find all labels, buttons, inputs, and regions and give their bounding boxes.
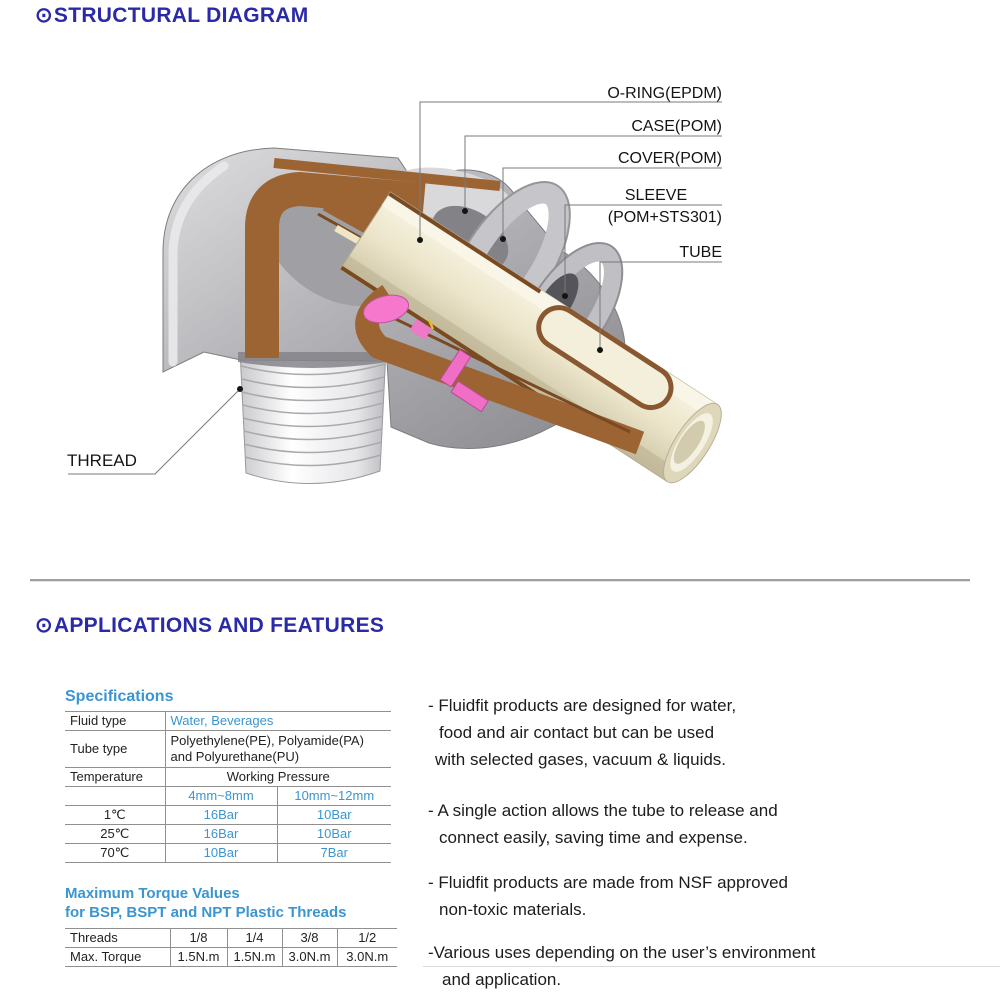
feature-2-line1: - A single action allows the tube to release and [428,801,778,820]
spec-temp3: 70℃ [65,844,165,863]
torque-size-3: 3/8 [282,929,337,948]
torque-header-row [65,929,397,948]
label-thread: THREAD [67,451,137,470]
spec-size-col2: 10mm~12mm [277,787,391,806]
feature-4-line2: and application. [442,970,562,989]
spec-row-temp2 [65,825,391,844]
label-case: CASE(POM) [631,118,722,135]
feature-3-line2: non-toxic materials. [439,900,587,919]
spec-temp2-p2: 10Bar [277,825,391,844]
feature-3-line1: - Fluidfit products are made from NSF approved [428,873,788,892]
label-cover: COVER(POM) [618,150,722,167]
label-sleeve-line2: (POM+STS301) [607,209,722,226]
spec-temp1: 1℃ [65,806,165,825]
feature-2-line2: connect easily, saving time and expense. [439,828,748,847]
page-rule [423,966,1000,967]
torque-value-3: 3.0N.m [282,948,337,967]
spec-row-temp3 [65,844,391,863]
spec-temp1-p2: 10Bar [277,806,391,825]
section1-bullet-icon: ⊙ [35,4,53,27]
spec-empty-cell [65,787,165,806]
spec-temp2-p1: 16Bar [165,825,277,844]
torque-table [65,928,397,967]
spec-row-temp1 [65,806,391,825]
feature-4-line1: -Various uses depending on the user’s environment [428,943,816,962]
spec-tube-value: Polyethylene(PE), Polyamide(PA) and Polyurethane(PU) [165,731,391,768]
specifications-title: Specifications [65,688,174,705]
feature-1-line1: - Fluidfit products are designed for water, [428,696,737,715]
section2-title-text: APPLICATIONS AND FEATURES [53,614,385,637]
torque-value-4: 3.0N.m [337,948,397,967]
spec-row-tube [65,731,391,768]
section2-bullet-icon: ⊙ [35,614,53,637]
label-tube: TUBE [679,244,722,261]
feature-1-line2: food and air contact but can be used [439,723,715,742]
torque-title-line2: for BSP, BSPT and NPT Plastic Threads [65,904,347,921]
torque-title-line1: Maximum Torque Values [65,885,240,902]
torque-size-1: 1/8 [170,929,227,948]
section-divider [30,579,970,582]
spec-working-pressure-label: Working Pressure [165,768,391,787]
feature-item-3 [428,869,788,923]
section1-title-text: STRUCTURAL DIAGRAM [53,4,309,27]
spec-temp1-p1: 16Bar [165,806,277,825]
torque-max-label: Max. Torque [65,948,170,967]
torque-values-row [65,948,397,967]
spec-fluid-value: Water, Beverages [165,712,391,731]
spec-row-sizes [65,787,391,806]
spec-tube-label: Tube type [65,731,165,768]
spec-fluid-label: Fluid type [65,712,165,731]
torque-value-2: 1.5N.m [227,948,282,967]
label-oring: O-RING(EPDM) [607,85,722,102]
spec-row-temp-header [65,768,391,787]
torque-threads-label: Threads [65,929,170,948]
spec-temp-label: Temperature [65,768,165,787]
specifications-table [65,711,391,863]
torque-size-4: 1/2 [337,929,397,948]
label-sleeve-line1: SLEEVE [624,187,688,204]
feature-item-2 [428,797,778,851]
spec-temp3-p2: 7Bar [277,844,391,863]
spec-temp2: 25℃ [65,825,165,844]
torque-title [65,884,346,922]
feature-1-line3: with selected gases, vacuum & liquids. [435,750,727,769]
torque-size-2: 1/4 [227,929,282,948]
spec-row-fluid [65,712,391,731]
spec-size-col1: 4mm~8mm [165,787,277,806]
feature-item-1 [428,692,736,773]
section2-title [35,613,384,638]
torque-value-1: 1.5N.m [170,948,227,967]
spec-temp3-p1: 10Bar [165,844,277,863]
thread-illustration [240,350,386,484]
